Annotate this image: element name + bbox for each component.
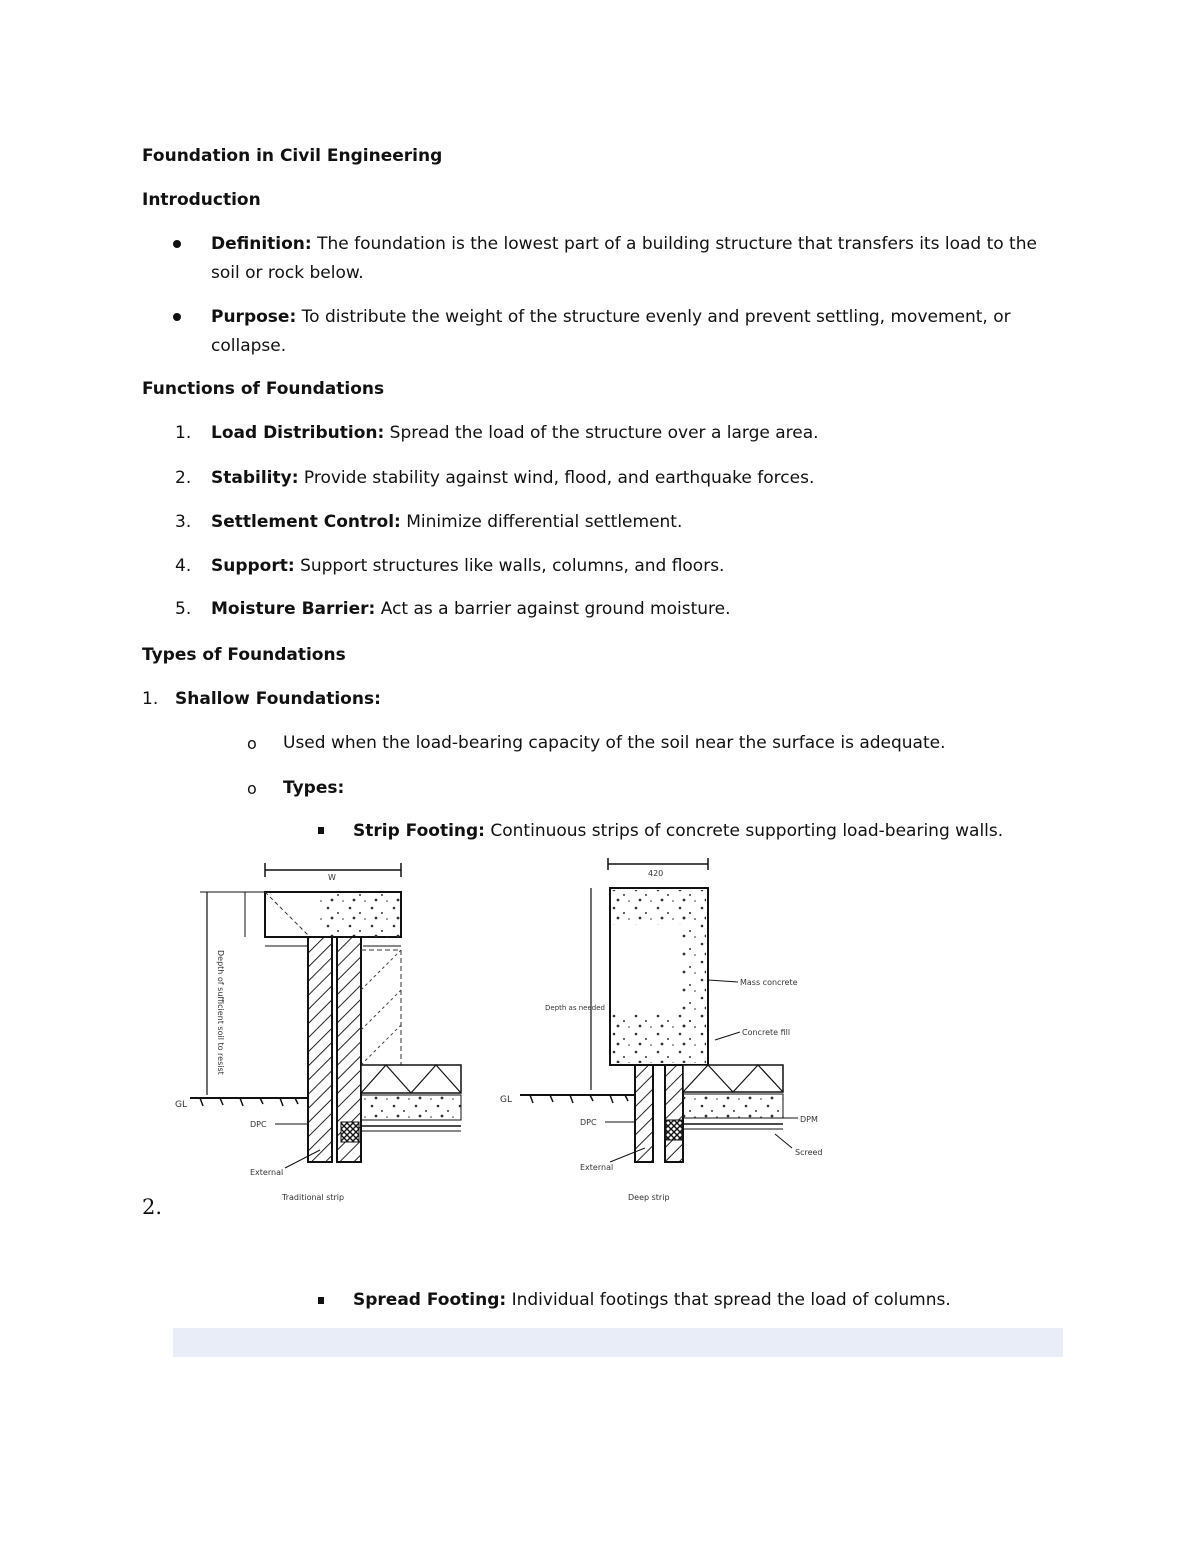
list-item-text: Spread the load of the structure over a large area. — [384, 423, 819, 443]
list-number: 2. — [175, 468, 192, 488]
list-number: 1. — [175, 423, 192, 443]
list-number: 3. — [175, 512, 192, 532]
circle-bullet-icon: o — [247, 779, 257, 798]
circle-bullet-icon: o — [247, 734, 257, 753]
shallow-sub1: Used when the load-bearing capacity of the soil near the surface is adequate. — [283, 733, 946, 753]
page-title: Foundation in Civil Engineering — [142, 146, 443, 166]
list-item — [211, 555, 724, 577]
list-item — [211, 467, 814, 489]
list-item — [211, 598, 731, 620]
square-bullet-icon — [318, 1297, 324, 1304]
list-number: 4. — [175, 556, 192, 576]
traditional-strip-diagram — [175, 863, 461, 1202]
definition-line2: soil or rock below. — [211, 263, 364, 283]
list-item-label: Stability: — [211, 468, 299, 488]
highlighted-empty-line — [173, 1328, 1063, 1357]
gl-label: GL — [175, 1100, 187, 1110]
dpc-label: DPC — [580, 1118, 597, 1127]
deep-strip-diagram — [500, 858, 823, 1202]
screed-label: Screed — [795, 1148, 823, 1157]
left-caption: Traditional strip — [282, 1193, 345, 1202]
list-item-text: Act as a barrier against ground moisture. — [375, 599, 731, 619]
external-label: External — [580, 1163, 614, 1172]
functions-heading: Functions of Foundations — [142, 379, 385, 399]
bullet-icon — [173, 313, 181, 321]
spread-footing-text: Individual footings that spread the load of columns. — [506, 1290, 951, 1310]
mass-concrete-label: Mass concrete — [740, 978, 798, 987]
list-item-text: Minimize differential settlement. — [400, 512, 683, 532]
purpose-label: Purpose: — [211, 307, 297, 327]
width-label: 420 — [648, 869, 664, 878]
strip-footing-label: Strip Footing: — [353, 821, 485, 841]
list-item-label: Support: — [211, 556, 295, 576]
dpc-label: DPC — [250, 1120, 267, 1129]
shallow-types-label: Types: — [283, 778, 345, 798]
right-caption: Deep strip — [628, 1193, 670, 1202]
intro-heading: Introduction — [142, 190, 261, 210]
list-number-2: 2. — [142, 1195, 163, 1219]
purpose-text: To distribute the weight of the structure evenly and prevent settling, movement, or — [296, 307, 1011, 327]
definition-line1 — [211, 233, 1037, 255]
spread-footing-label: Spread Footing: — [353, 1290, 507, 1310]
definition-label: Definition: — [211, 234, 312, 254]
square-bullet-icon — [318, 827, 324, 834]
list-number: 5. — [175, 599, 192, 619]
strip-footing-text: Continuous strips of concrete supporting load-bearing walls. — [484, 821, 1004, 841]
list-item — [211, 511, 682, 533]
list-item-label: Load Distribution: — [211, 423, 385, 443]
strip-footing-diagram — [170, 850, 830, 1210]
strip-footing-item — [353, 820, 1003, 842]
list-number: 1. — [142, 689, 159, 709]
purpose-line2: collapse. — [211, 336, 287, 356]
definition-text: The foundation is the lowest part of a building structure that transfers its load to the — [311, 234, 1037, 254]
depth-label: Depth of sufficient soil to resist — [216, 950, 225, 1075]
dpm-label: DPM — [800, 1115, 818, 1124]
bullet-icon — [173, 240, 181, 248]
width-label: W — [328, 873, 336, 882]
concrete-fill-label: Concrete fill — [742, 1028, 791, 1037]
spread-footing-item — [353, 1289, 951, 1311]
list-item-label: Moisture Barrier: — [211, 599, 376, 619]
purpose-line1 — [211, 306, 1011, 328]
shallow-foundations-label: Shallow Foundations: — [175, 689, 381, 709]
gl-label: GL — [500, 1095, 512, 1105]
list-item — [211, 422, 819, 444]
list-item-label: Settlement Control: — [211, 512, 401, 532]
right-depth-label: Depth as needed — [545, 1004, 605, 1012]
external-label: External — [250, 1168, 284, 1177]
list-item-text: Provide stability against wind, flood, and earthquake forces. — [298, 468, 815, 488]
list-item-text: Support structures like walls, columns, and floors. — [294, 556, 725, 576]
types-heading: Types of Foundations — [142, 645, 346, 665]
